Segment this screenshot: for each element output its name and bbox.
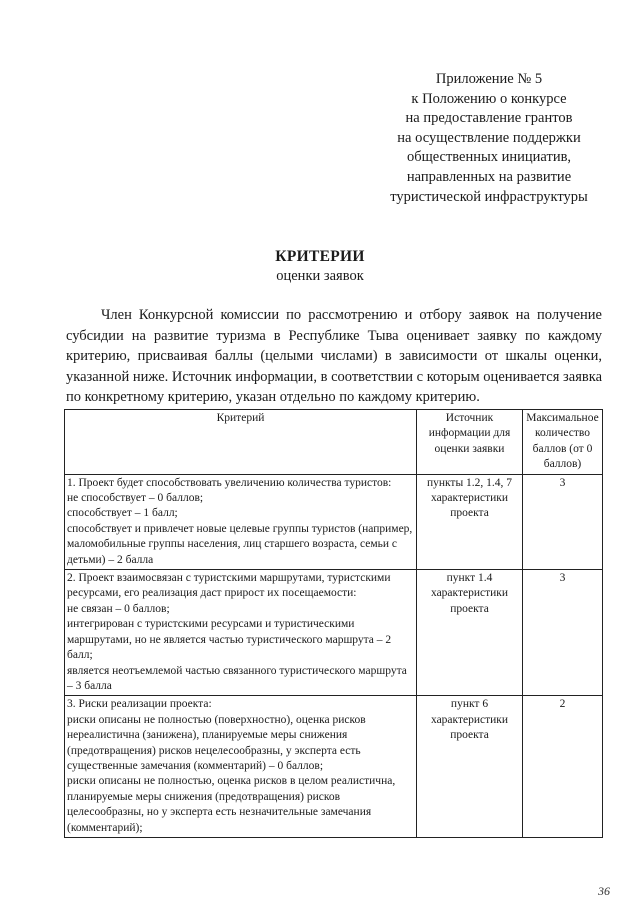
max-score-cell: 3 <box>523 474 603 569</box>
max-score-cell: 2 <box>523 696 603 838</box>
document-title: КРИТЕРИИ <box>275 248 365 265</box>
header-max-score: Максимальное количество баллов (от 0 баллов) <box>523 410 603 475</box>
criterion-cell <box>65 696 417 838</box>
appendix-line: направленных на развитие <box>406 168 572 185</box>
max-score-cell: 3 <box>523 570 603 696</box>
criterion-line: 2. Проект взаимосвязан с туристскими маршрутами, туристскими ресурсами, его реализация даст прирост их посещаемости: <box>67 572 391 600</box>
criterion-cell <box>65 474 417 569</box>
source-cell: пункт 1.4 характеристики проекта <box>417 570 523 696</box>
criterion-line: риски описаны не полностью, оценка рисков в целом реалистична, планируемые меры снижения (предотвращения) рисков целесообразны, но у эксперта есть незначительные замечания (комментарий); <box>67 775 396 834</box>
table-row <box>65 474 603 569</box>
intro-paragraph: Член Конкурсной комиссии по рассмотрению и отбору заявок на получение субсидии на развитие туризма в Республике Тыва оценивает заявку по каждому критерию, присваивая баллы (целыми числами) в зависимости от шкалы оценки, указанной ниже. Источник информации, в соответствии с которым оценивается заявка по конкретному критерию, указан отдельно по каждому критерию. <box>66 307 602 405</box>
criterion-line: способствует и привлечет новые целевые группы туристов (например, маломобильные группы населения, лиц старшего возраста, семьи с детьми) – 2 балла <box>67 522 413 566</box>
table-header-row <box>65 410 603 475</box>
criterion-line: не способствует – 0 баллов; <box>67 492 204 505</box>
criterion-line: 1. Проект будет способствовать увеличению количества туристов: <box>67 476 392 489</box>
header-criterion: Критерий <box>65 410 417 475</box>
criterion-line: является неотъемлемой частью связанного туристического маршрута – 3 балла <box>67 664 407 692</box>
source-cell: пункты 1.2, 1.4, 7 характеристики проекта <box>417 474 523 569</box>
appendix-header <box>360 70 618 207</box>
criteria-table <box>64 409 603 838</box>
criterion-line: способствует – 1 балл; <box>67 507 178 520</box>
criterion-line: риски описаны не полностью (поверхностно), оценка рисков нереалистична (занижена), планируемые меры снижения (предотвращения) рисков нецелесообразны, у эксперта есть существенные замечания (комментарий) – 0 баллов; <box>67 713 366 772</box>
criterion-line: не связан – 0 баллов; <box>67 602 170 615</box>
appendix-line: туристической инфраструктуры <box>390 188 588 205</box>
criterion-line: интегрирован с туристскими ресурсами и туристическими маршрутами, но не является частью туристического маршрута – 2 балл; <box>67 618 392 662</box>
criterion-cell <box>65 570 417 696</box>
criterion-line: 3. Риски реализации проекта: <box>67 698 212 711</box>
table-row <box>65 696 603 838</box>
appendix-line: на осуществление поддержки <box>397 129 581 146</box>
appendix-line: на предоставление грантов <box>405 110 573 127</box>
page-number: 36 <box>598 884 610 898</box>
document-subtitle: оценки заявок <box>276 268 364 284</box>
appendix-line: общественных инициатив, <box>406 149 572 166</box>
header-source: Источник информации для оценки заявки <box>417 410 523 475</box>
appendix-line: к Положению о конкурсе <box>411 90 567 107</box>
table-row <box>65 570 603 696</box>
source-cell: пункт 6 характеристики проекта <box>417 696 523 838</box>
appendix-line: Приложение № 5 <box>435 71 543 87</box>
